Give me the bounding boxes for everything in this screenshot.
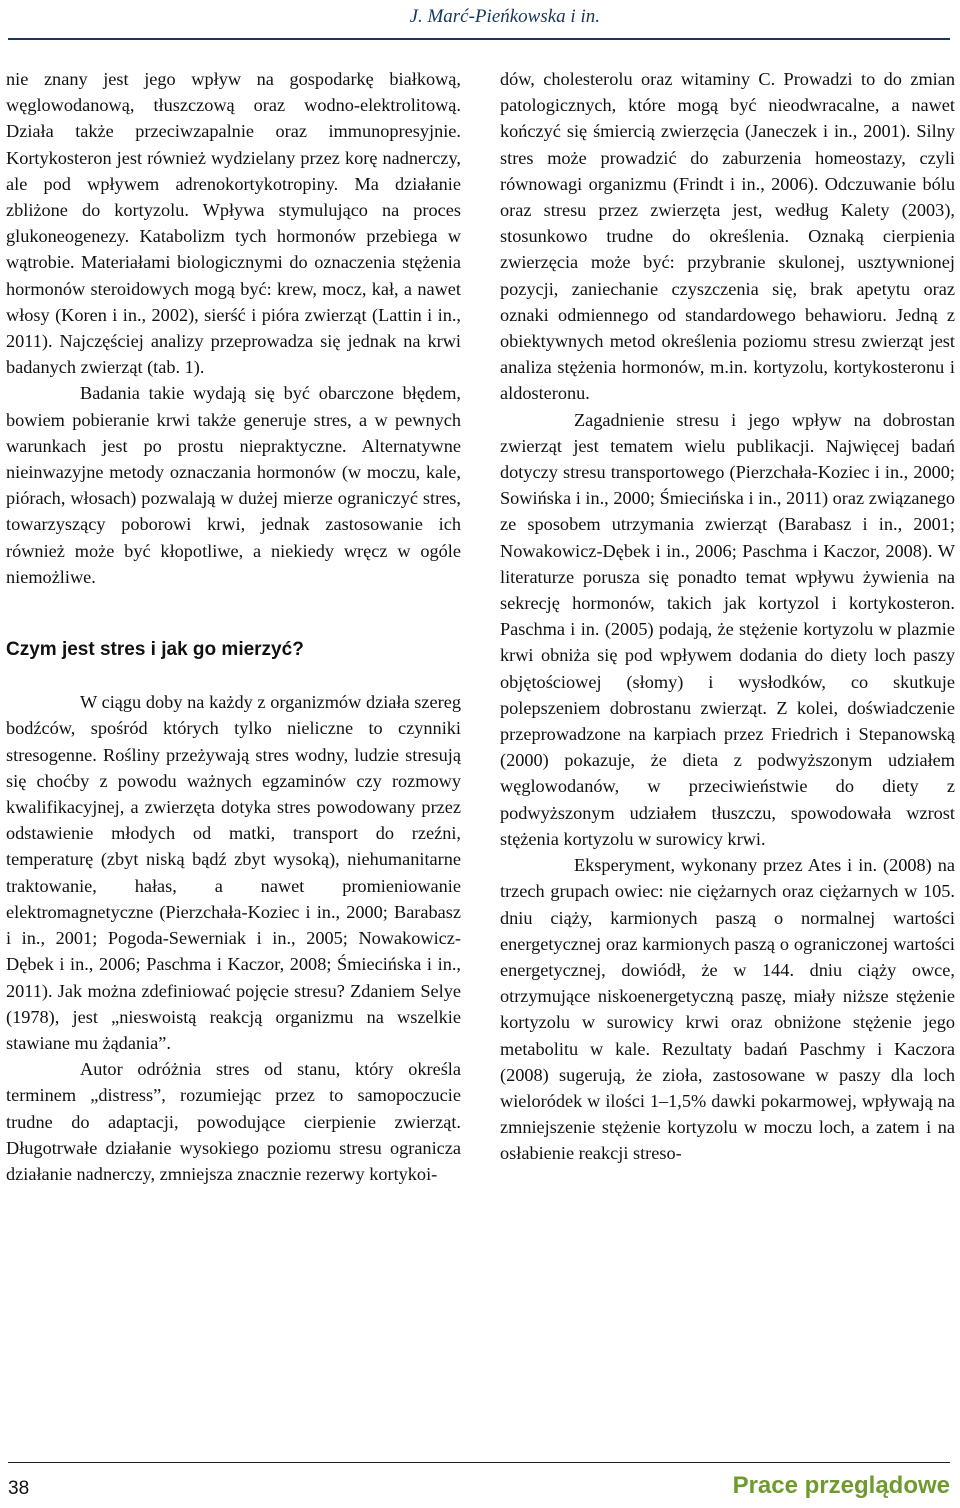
left-paragraph-4: Autor odróżnia stres od stanu, który określa terminem „distress”, rozumiejąc przez to samopoczucie trudne do adaptacji, powodujące cierpienie zwierząt. Długotrwałe działanie wysokiego poziomu stresu ogranicza działanie nadnerczy, zmniejsza znacznie rezerwy kortykoi-: [6, 1059, 461, 1184]
left-paragraph-2: Badania takie wydają się być obarczone błędem, bowiem pobieranie krwi także generuje stres, a w pewnych warunkach jest po prostu niepraktyczne. Alternatywne nieinwazyjne metody oznaczania hormonów (w moczu, kale, piórach, włosach) pozwalają w dużej mierze ograniczyć stres, towarzyszący poborowi krwi, jednak zastosowanie ich również może być kłopotliwe, a niekiedy wręcz w ogóle niemożliwe.: [6, 383, 461, 587]
section-label: Prace przeglądowe: [732, 1472, 950, 1499]
left-column: [6, 66, 461, 1187]
left-paragraph-3: W ciągu doby na każdy z organizmów działa szereg bodźców, spośród których tylko nieliczne to czynniki stresogenne. Rośliny przeżywają stres wodny, ludzie stresują się choćby z powodu ważnych egzaminów czy rozmowy kwalifikacyjnej, a zwierzęta dotyka stres powodowany przez odstawienie młodych od matki, transport do rzeźni, temperaturę (zbyt niską bądź zbyt wysoką), niehumanitarne traktowanie, hałas, a nawet promieniowanie elektromagnetyczne (Pierzchała-Koziec i in., 2000; Barabasz i in., 2001; Pogoda-Sewerniak i in., 2005; Nowakowicz-Dębek i in., 2006; Paschma i Kaczor, 2008; Śmiecińska i in., 2011). Jak można zdefiniować pojęcie stresu? Zdaniem Selye (1978), jest „nieswoistą reakcją organizmu na wszelkie stawiane mu żądania”.: [6, 692, 461, 1053]
header-rule: [8, 38, 950, 40]
right-paragraph-3: Eksperyment, wykonany przez Ates i in. (2008) na trzech grupach owiec: nie ciężarnych oraz ciężarnych w 105. dniu ciąży, karmionych paszą o normalnej wartości energetycznej oraz karmionych paszą o ograniczonej wartości energetycznej, dowiódł, że w 144. dniu ciąży owce, otrzymujące niskoenergetyczną paszę, miały niższe stężenie kortyzolu w surowicy krwi oraz obniżone stężenie jego metabolitu w kale. Rezultaty badań Paschmy i Kaczora (2008) sugerują, że zioła, zastosowane w paszy dla loch wieloródek w ilości 1–1,5% dawki pokarmowej, wpływają na zmniejszenie stężenie kortyzolu w moczu loch, a zatem i na osłabienie reakcji streso-: [500, 855, 955, 1164]
footer-rule: [8, 1462, 950, 1463]
page-number: 38: [8, 1478, 30, 1499]
left-paragraph-1: nie znany jest jego wpływ na gospodarkę białkową, węglowodanową, tłuszczową oraz wodno-elektrolitową. Działa także przeciwzapalnie oraz immunopresyjnie. Kortykosteron jest również wydzielany przez korę nadnerczy, ale pod wpływem adrenokortykotropiny. Ma działanie zbliżone do kortyzolu. Wpływa stymulująco na proces glukoneogenezy. Katabolizm tych hormonów przebiega w wątrobie. Materiałami biologicznymi do oznaczenia stężenia hormonów steroidowych mogą być: krew, mocz, kał, a nawet włosy (Koren i in., 2002), sierść i pióra zwierząt (Lattin i in., 2011). Najczęściej analizy przeprowadza się jednak na krwi badanych zwierząt (tab. 1).: [6, 69, 461, 378]
right-column: [500, 66, 955, 1167]
section-heading: Czym jest stres i jak go mierzyć?: [6, 639, 304, 661]
running-header-authors: J. Marć-Pieńkowska i in.: [409, 6, 600, 27]
right-paragraph-1: dów, cholesterolu oraz witaminy C. Prowadzi to do zmian patologicznych, które mogą być nieodwracalne, a nawet kończyć się śmiercią zwierzęcia (Janeczek i in., 2001). Silny stres może prowadzić do zaburzenia homeostazy, czyli równowagi organizmu (Frindt i in., 2006). Odczuwanie bólu oraz stresu przez zwierzęta jest, według Kalety (2003), stosunkowo trudne do określenia. Oznaką cierpienia zwierzęcia może być: przybranie skulonej, usztywnionej pozycji, zaniechanie czyszczenia się, brak apetytu oraz oznaki odmiennego od standardowego behawioru. Jedną z obiektywnych metod określenia poziomu stresu zwierząt jest analiza stężenia hormonów, m.in. kortyzolu, kortykosteronu i aldosteronu.: [500, 69, 955, 404]
right-paragraph-2: Zagadnienie stresu i jego wpływ na dobrostan zwierząt jest tematem wielu publikacji. Najwięcej badań dotyczy stresu transportowego (Pierzchała-Koziec i in., 2000; Sowińska i in., 2000; Śmiecińska i in., 2011) oraz związanego ze sposobem utrzymania zwierząt (Barabasz i in., 2001; Nowakowicz-Dębek i in., 2006; Paschma i Kaczor, 2008). W literaturze porusza się ponadto temat wpływu żywienia na sekrecję hormonów, takich jak kortyzol i kortykosteron. Paschma i in. (2005) podają, że stężenie kortyzolu w plazmie krwi obniża się pod wpływem dodania do diety loch paszy objętościowej (słomy) i wysłodków, co skutkuje polepszeniem dobrostanu zwierząt. Z kolei, doświadczenie przeprowadzone na karpiach przez Friedrich i Stepanowską (2000) pokazuje, że dieta z podwyższonym udziałem węglowodanów, w przeciwieństwie do diety z podwyższonym udziałem tłuszczu, spowodowała wzrost stężenia kortyzolu w surowicy krwi.: [500, 409, 955, 849]
